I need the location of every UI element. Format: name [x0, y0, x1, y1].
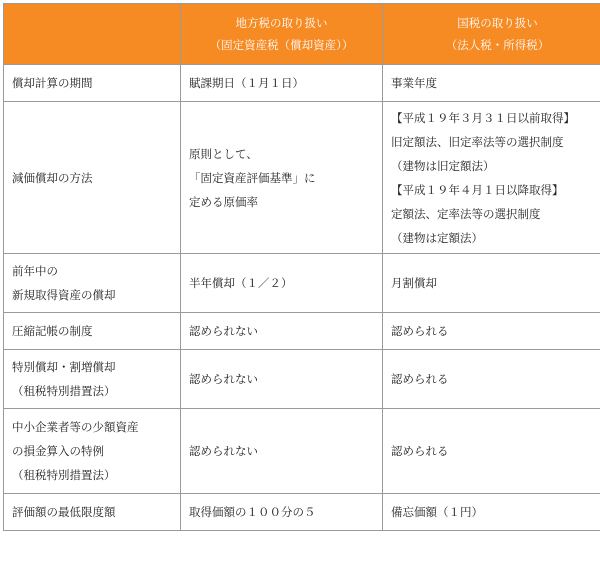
header-row [4, 4, 600, 65]
national-cell [383, 313, 600, 350]
local-cell [181, 350, 383, 409]
item-line: の損金算入の特例 [12, 444, 104, 458]
local-line: 取得価額の１００分の５ [189, 505, 316, 519]
national-cell [383, 65, 600, 102]
national-line: 定額法、定率法等の選択制度 [391, 206, 541, 221]
national-line: 【平成１９年３月３１日以前取得】 [391, 110, 575, 125]
local-line: 半年償却（１／２） [189, 276, 293, 290]
national-line: 認められる [391, 444, 449, 458]
tax-comparison-table-container [3, 3, 600, 531]
item-line: 償却計算の期間 [12, 76, 93, 90]
table-row [4, 494, 600, 531]
local-cell [181, 409, 383, 494]
local-line: 認められない [189, 324, 258, 338]
item-line: 前年中の [12, 264, 58, 278]
item-line: 中小企業者等の少額資産 [12, 420, 139, 434]
item-line: 評価額の最低限度額 [12, 505, 116, 519]
national-line: 認められる [391, 372, 449, 386]
item-cell [4, 494, 181, 531]
national-line: （建物は旧定額法） [391, 158, 495, 173]
local-line: 賦課期日（１月１日） [189, 76, 304, 90]
local-cell [181, 254, 383, 313]
table-row [4, 350, 600, 409]
header-local-tax [181, 4, 383, 65]
header-national-tax-line: 国税の取り扱い [457, 16, 538, 30]
local-cell [181, 102, 383, 254]
table-row [4, 65, 600, 102]
item-cell [4, 65, 181, 102]
local-line: 定める原価率 [189, 194, 258, 209]
table-row [4, 254, 600, 313]
national-line: （建物は定額法） [391, 230, 483, 245]
table-row [4, 102, 600, 254]
national-cell [383, 494, 600, 531]
item-cell [4, 102, 181, 254]
local-line: 認められない [189, 444, 258, 458]
local-line: 認められない [189, 372, 258, 386]
table-row [4, 313, 600, 350]
local-line: 原則として、 [189, 146, 258, 161]
item-line: 新規取得資産の償却 [12, 288, 116, 302]
local-cell [181, 65, 383, 102]
local-cell [181, 494, 383, 531]
header-national-tax-line: （法人税・所得税） [445, 38, 550, 52]
header-national-tax [383, 4, 600, 65]
item-cell [4, 313, 181, 350]
item-cell [4, 350, 181, 409]
national-line: 旧定額法、旧定率法等の選択制度 [391, 134, 564, 149]
national-line: 事業年度 [391, 76, 437, 90]
local-cell [181, 313, 383, 350]
header-blank-cell [4, 4, 181, 65]
item-line: 特別償却・割増償却 [12, 360, 116, 374]
header-local-tax-line: 地方税の取り扱い [235, 16, 328, 30]
national-line: 【平成１９年４月１日以降取得】 [391, 182, 564, 197]
item-line: 減価償却の方法 [12, 170, 93, 185]
tax-comparison-table [3, 3, 600, 531]
national-line: 月割償却 [391, 276, 437, 290]
item-line: 圧縮記帳の制度 [12, 324, 93, 338]
national-cell [383, 254, 600, 313]
national-cell [383, 102, 600, 254]
header-local-tax-line: （固定資産税（償却資産）） [209, 38, 354, 52]
national-line: 備忘価額（１円） [391, 505, 483, 519]
item-cell [4, 409, 181, 494]
table-row [4, 409, 600, 494]
item-cell [4, 254, 181, 313]
national-line: 認められる [391, 324, 449, 338]
item-line: （租税特別措置法） [12, 384, 116, 398]
item-line: （租税特別措置法） [12, 468, 116, 482]
national-cell [383, 350, 600, 409]
national-cell [383, 409, 600, 494]
local-line: 「固定資産評価基準」に [189, 170, 316, 185]
